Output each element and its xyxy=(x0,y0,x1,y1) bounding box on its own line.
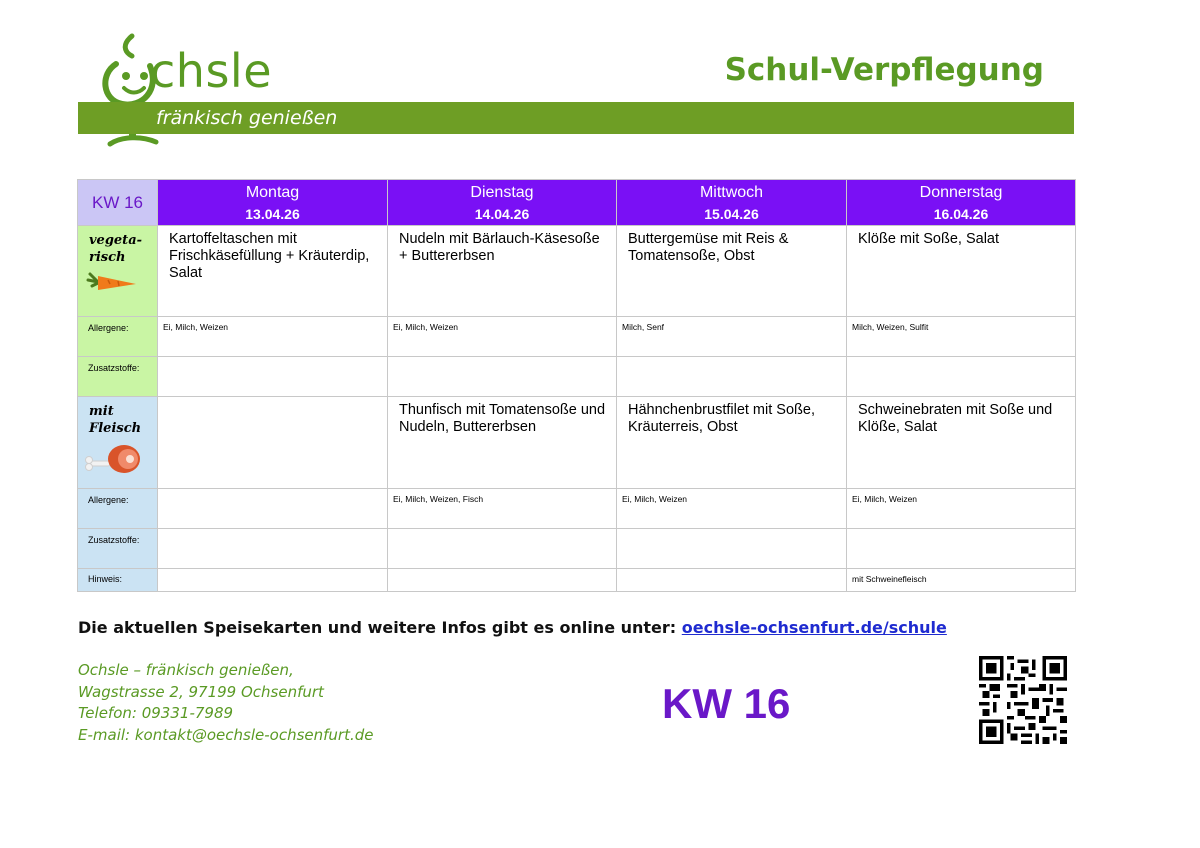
meat-additives-row xyxy=(78,529,1076,569)
allergens-label: Allergene: xyxy=(88,495,129,505)
allergens-label: Allergene: xyxy=(88,323,129,333)
note-text: mit Schweinefleisch xyxy=(852,574,927,584)
allergen-text: Ei, Milch, Weizen, Fisch xyxy=(393,494,484,504)
address-line: Telefon: 09331-7989 xyxy=(78,704,234,722)
day-header xyxy=(617,180,847,226)
day-name: Dienstag xyxy=(470,184,534,201)
day-date: 13.04.26 xyxy=(245,206,300,222)
website-link[interactable]: oechsle-ochsenfurt.de/schule xyxy=(681,618,947,637)
note-label-cell xyxy=(78,569,158,592)
logo-tagline: fränkisch genießen xyxy=(156,107,338,129)
dish-text xyxy=(158,397,387,402)
dish-cell xyxy=(158,226,388,317)
dish-cell xyxy=(847,397,1076,489)
dish-cell xyxy=(388,226,617,317)
additive-text xyxy=(617,357,846,362)
note-cell xyxy=(617,569,847,592)
meat-dish-row xyxy=(78,397,1076,489)
note-cell xyxy=(388,569,617,592)
meat-category xyxy=(78,397,158,489)
page-title: Schul-Verpflegung xyxy=(724,52,1044,88)
allergen-text xyxy=(158,489,387,494)
additive-text xyxy=(847,529,1075,534)
dish-cell xyxy=(158,397,388,489)
allergen-cell xyxy=(617,489,847,529)
additive-cell xyxy=(158,529,388,569)
dish-cell xyxy=(388,397,617,489)
meat-label: mit Fleisch xyxy=(89,404,142,436)
note-cell xyxy=(847,569,1076,592)
allergen-text: Ei, Milch, Weizen xyxy=(622,494,688,504)
week-badge: KW 16 xyxy=(662,680,791,727)
vegetarian-additives-row xyxy=(78,357,1076,397)
meat-note-row xyxy=(78,569,1076,592)
allergen-text: Ei, Milch, Weizen xyxy=(393,322,459,332)
note-label: Hinweis: xyxy=(88,574,123,584)
dish-cell xyxy=(617,226,847,317)
allergen-cell xyxy=(388,489,617,529)
dish-text: Nudeln mit Bärlauch-Käsesoße + Buttererbsen xyxy=(399,231,600,264)
dish-text: Kartoffeltaschen mit Frischkäsefüllung + Kräuterdip, Salat xyxy=(169,231,370,281)
additive-text xyxy=(388,529,616,534)
address-block xyxy=(78,660,373,746)
additive-text xyxy=(158,529,387,534)
additives-label: Zusatzstoffe: xyxy=(88,363,140,373)
allergen-text: Milch, Weizen, Sulfit xyxy=(852,322,929,332)
allergens-label-cell xyxy=(78,317,158,357)
additive-text xyxy=(388,357,616,362)
additive-text xyxy=(847,357,1075,362)
allergen-cell xyxy=(617,317,847,357)
note-text xyxy=(388,569,616,574)
allergen-cell xyxy=(158,489,388,529)
allergen-text: Ei, Milch, Weizen xyxy=(852,494,918,504)
dish-text: Schweinebraten mit Soße und Klöße, Salat xyxy=(858,402,1053,435)
vegetarian-label: vegeta- risch xyxy=(89,233,143,265)
additives-label-cell xyxy=(78,529,158,569)
dish-text: Klöße mit Soße, Salat xyxy=(858,231,1000,247)
day-header xyxy=(388,180,617,226)
address-line: E-mail: kontakt@oechsle-ochsenfurt.de xyxy=(78,725,374,744)
dish-cell xyxy=(847,226,1076,317)
additive-cell xyxy=(617,357,847,397)
allergen-text: Ei, Milch, Weizen xyxy=(163,322,229,332)
day-date: 15.04.26 xyxy=(704,206,759,222)
additives-label: Zusatzstoffe: xyxy=(88,535,140,545)
vegetarian-category xyxy=(78,226,158,317)
online-info-text: Die aktuellen Speisekarten und weitere Infos gibt es online unter: xyxy=(78,618,682,637)
meat-allergens-row xyxy=(78,489,1076,529)
week-label: KW 16 xyxy=(78,180,158,226)
additive-cell xyxy=(617,529,847,569)
allergen-cell xyxy=(847,317,1076,357)
day-name: Donnerstag xyxy=(919,184,1003,201)
day-date: 14.04.26 xyxy=(474,206,530,222)
day-name: Montag xyxy=(245,184,300,201)
dish-cell xyxy=(617,397,847,489)
dish-text: Hähnchenbrustfilet mit Soße, Kräuterreis, Obst xyxy=(628,402,815,435)
logo-wordmark: chsle xyxy=(150,44,272,98)
note-cell xyxy=(158,569,388,592)
note-text xyxy=(158,569,387,574)
additive-cell xyxy=(388,529,617,569)
day-date: 16.04.26 xyxy=(933,206,989,222)
allergen-cell xyxy=(158,317,388,357)
vegetarian-allergens-row xyxy=(78,317,1076,357)
address-line: Wagstrasse 2, 97199 Ochsenfurt xyxy=(78,682,324,701)
additive-text xyxy=(617,529,846,534)
vegetarian-dish-row xyxy=(78,226,1076,317)
allergens-label-cell xyxy=(78,489,158,529)
additive-cell xyxy=(847,357,1076,397)
address-line: Ochsle – fränkisch genießen, xyxy=(78,661,294,679)
additive-cell xyxy=(847,529,1076,569)
carrot-icon xyxy=(86,268,142,296)
dish-text: Thunfisch mit Tomatensoße und Nudeln, Buttererbsen xyxy=(399,402,606,435)
day-header xyxy=(847,180,1076,226)
day-name: Mittwoch xyxy=(699,184,764,201)
additive-cell xyxy=(158,357,388,397)
additive-text xyxy=(158,357,387,362)
online-info xyxy=(78,618,947,637)
allergen-cell xyxy=(847,489,1076,529)
ham-icon xyxy=(84,441,144,475)
table-header-row xyxy=(78,180,1076,226)
day-header xyxy=(158,180,388,226)
allergen-cell xyxy=(388,317,617,357)
note-text xyxy=(617,569,846,574)
allergen-text: Milch, Senf xyxy=(622,322,665,332)
dish-text: Buttergemüse mit Reis & Tomatensoße, Obst xyxy=(628,231,789,264)
weekly-menu-table xyxy=(77,179,1076,592)
qr-code-icon xyxy=(976,656,1070,744)
additives-label-cell xyxy=(78,357,158,397)
additive-cell xyxy=(388,357,617,397)
